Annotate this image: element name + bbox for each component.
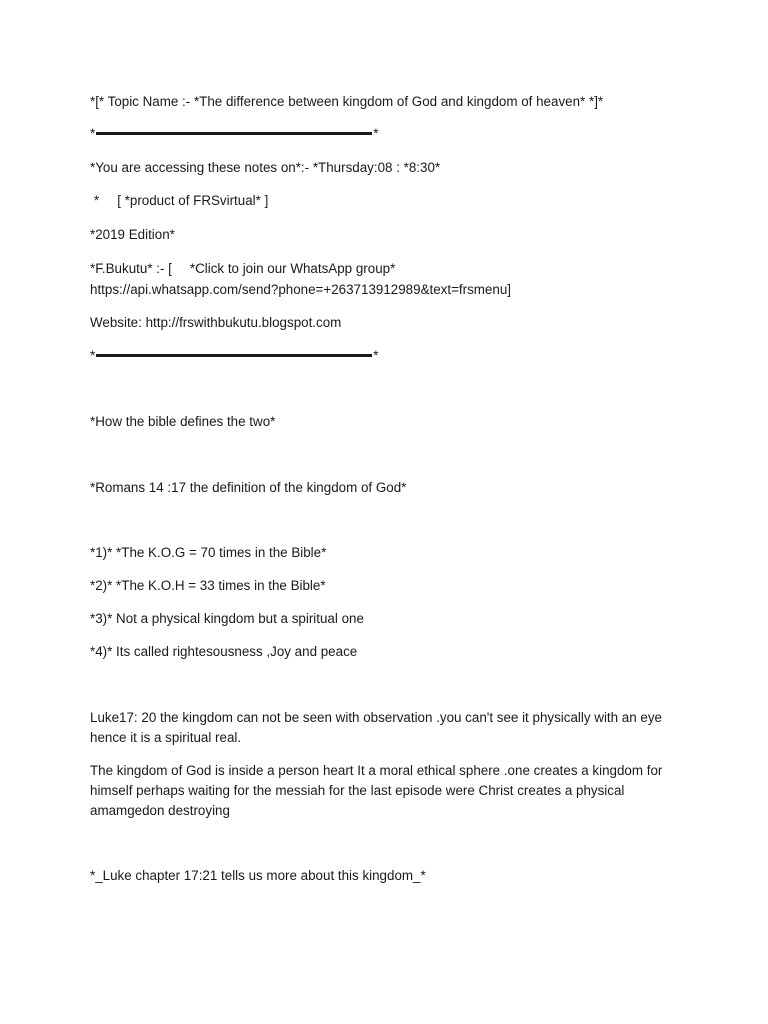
- website-link[interactable]: Website: http://frswithbukutu.blogspot.com: [90, 315, 342, 330]
- luke-17-20-paragraph: Luke17: 20 the kingdom can not be seen with observation .you can't see it physically with an eye hence it is a spiritual real.: [90, 710, 663, 745]
- separator-star-right: *: [373, 348, 379, 363]
- kingdom-inside-paragraph: The kingdom of God is inside a person heart It a moral ethical sphere .one creates a kingdom for himself perhaps waiting for the messiah for the last episode were Christ creates a physical amamgedon destroying: [90, 763, 663, 818]
- accessing-notes-line: *You are accessing these notes on*:- *Thursday:08 : *8:30*: [90, 160, 441, 175]
- point-2: *2)* *The K.O.H = 33 times in the Bible*: [90, 578, 326, 593]
- separator-star-right: *: [373, 126, 379, 141]
- separator-bottom: [90, 346, 378, 366]
- edition-line: *2019 Edition*: [90, 227, 175, 242]
- point-1: *1)* *The K.O.G = 70 times in the Bible*: [90, 545, 327, 560]
- luke-17-21-heading: *_Luke chapter 17:21 tells us more about this kingdom_*: [90, 868, 426, 883]
- separator-star-left: *: [90, 126, 96, 141]
- point-3: *3)* Not a physical kingdom but a spiritual one: [90, 611, 364, 626]
- separator-bar: [96, 132, 372, 135]
- author-prefix: *F.Bukutu* :- [: [90, 261, 172, 276]
- separator-star-left: *: [90, 348, 96, 363]
- author-line: [90, 259, 395, 279]
- product-star: *: [94, 193, 100, 208]
- product-line: [94, 191, 268, 211]
- separator-top: [90, 124, 378, 144]
- bible-defines-heading: *How the bible defines the two*: [90, 414, 276, 429]
- point-4: *4)* Its called rightesousness ,Joy and peace: [90, 644, 358, 659]
- romans-heading: *Romans 14 :17 the definition of the kingdom of God*: [90, 480, 407, 495]
- separator-bar: [96, 354, 372, 357]
- product-label: [ *product of FRSvirtual* ]: [117, 193, 269, 208]
- whatsapp-label: *Click to join our WhatsApp group*: [189, 261, 396, 276]
- topic-heading: *[* Topic Name :- *The difference between kingdom of God and kingdom of heaven* *]*: [90, 94, 604, 109]
- whatsapp-url-link[interactable]: https://api.whatsapp.com/send?phone=+263713912989&text=frsmenu]: [90, 282, 511, 297]
